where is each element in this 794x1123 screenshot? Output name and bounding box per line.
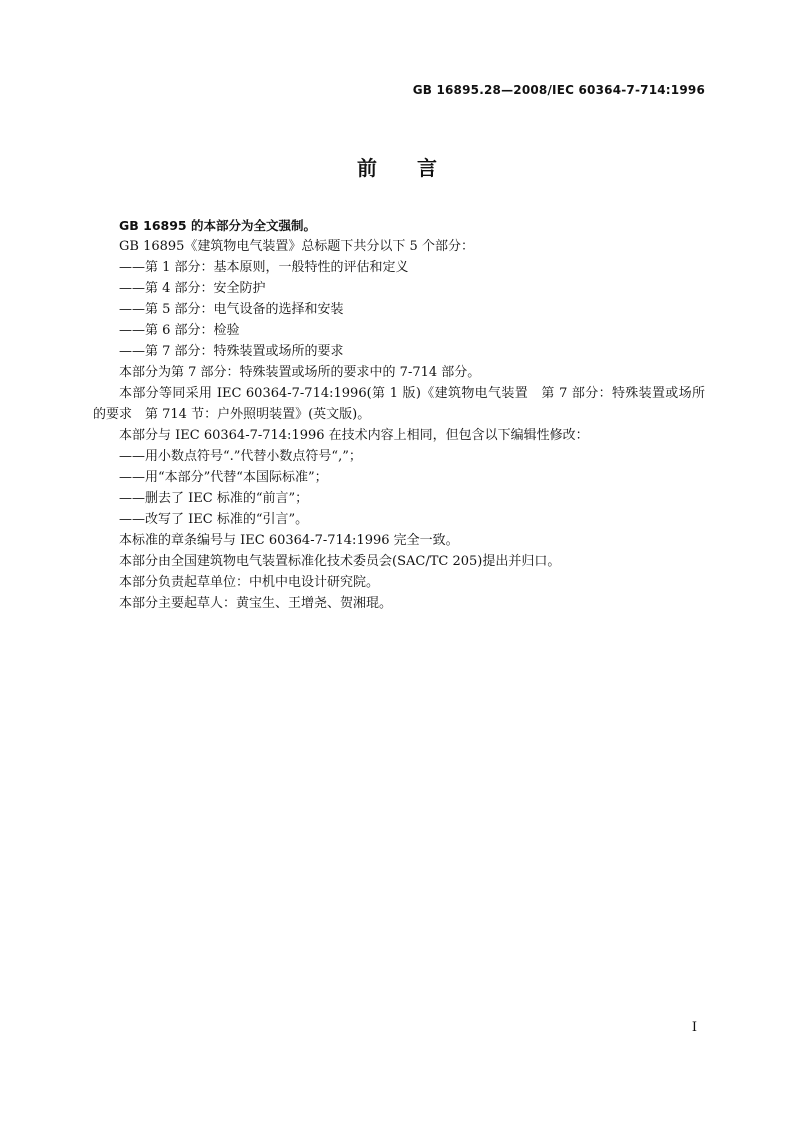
paragraph-editorial-changes: 本部分与 IEC 60364-7-714:1996 在技术内容上相同，但包含以下编辑性修改：: [119, 428, 589, 443]
paragraph-drafting-unit: 本部分负责起草单位：中机中电设计研究院。: [119, 575, 380, 590]
list-item-decimal-symbol: ——用小数点符号“.”代替小数点符号“,”；: [119, 449, 362, 464]
paragraph-clause-numbering: 本标准的章条编号与 IEC 60364-7-714:1996 完全一致。: [119, 533, 459, 548]
standard-code-header: GB 16895.28—2008/IEC 60364-7-714:1996: [412, 83, 705, 97]
document-body: [93, 215, 705, 614]
list-item-part-1: ——第 1 部分：基本原则，一般特性的评估和定义: [119, 260, 409, 275]
paragraph-proposed-by: 本部分由全国建筑物电气装置标准化技术委员会(SAC/TC 205)提出并归口。: [119, 554, 561, 569]
list-item-this-part: ——用“本部分”代替“本国际标准”；: [119, 470, 328, 485]
page-title: 前言: [357, 156, 477, 180]
list-item-part-6: ——第 6 部分：检验: [119, 323, 240, 338]
paragraph-this-part: 本部分为第 7 部分：特殊装置或场所的要求中的 7-714 部分。: [119, 365, 481, 380]
paragraph-equivalence: 本部分等同采用 IEC 60364-7-714:1996(第 1 版)《建筑物电气装置 第 7 部分：特殊装置或场所的要求 第 714 节：户外照明装置》(英文版)。: [93, 386, 705, 422]
list-item-part-7: ——第 7 部分：特殊装置或场所的要求: [119, 344, 344, 359]
list-item-foreword-removed: ——删去了 IEC 标准的“前言”；: [119, 491, 309, 506]
list-item-part-5: ——第 5 部分：电气设备的选择和安装: [119, 302, 344, 317]
paragraph-mandatory-statement: GB 16895 的本部分为全文强制。: [119, 218, 316, 233]
paragraph-drafters: 本部分主要起草人：黄宝生、王增尧、贺湘琨。: [119, 596, 393, 611]
paragraph-series-intro: GB 16895《建筑物电气装置》总标题下共分以下 5 个部分：: [119, 239, 474, 254]
page-number: I: [691, 1020, 697, 1035]
list-item-part-4: ——第 4 部分：安全防护: [119, 281, 266, 296]
list-item-introduction-rewritten: ——改写了 IEC 标准的“引言”。: [119, 512, 309, 527]
